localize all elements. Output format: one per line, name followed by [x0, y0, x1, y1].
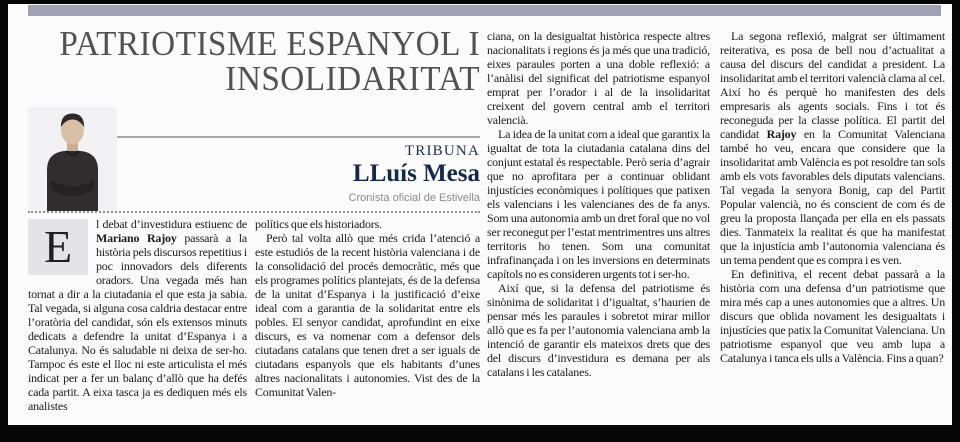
masthead-bar [28, 5, 941, 16]
article-column-4 [720, 29, 945, 421]
article-paragraph: E l debat d’investidura estiuenc de Mariano Rajoy passarà a la història pels discursos repetitius i poc innovadors dels diferents oradors. Una vegada més han tornat a dir a la ciutadania el que esta ja sabia. Tal vegada, si alguna cosa caldria destacar entre l’oratòria del candidat, són els extensos minuts dedicats a defendre la unitat d’Espanya i a Catalunya. No és saludable ni deixa de ser-ho. Tampoc és este el lloc ni este articulista el més indicat per a fer un balanç d’allò que ha defés cada partit. A eixa tasca ja es dediquen més els analistes [28, 217, 247, 413]
article-column-2 [255, 217, 480, 419]
article-paragraph: ciana, on la desigualtat històrica respecte altres nacionalitats i regions és ja més que una tradició, eixes paraules porten a una doble reflexió: a l’anàlisi del significat del patriotisme espanyol emprat per l’orador i al de la insolidaritat creixent del govern central amb el territori valencià. [487, 29, 710, 127]
article-paragraph: Però tal volta allò que més crida l’atenció a este estudiós de la recent història valenciana i de la consolidació del procés democràtic, més que els programes polítics plantejats, és de la defensa de la unitat d’Espanya i la justificació d’eixe ideal com a garantia de la solidaritat entre els pobles. El senyor candidat, aprofundint en eixe discurs, es va nomenar com a defensor dels ciutadans catalans que tenen dret a ser iguals de ciutadans espanyols que els habitants d’unes altres nacionalitats i autonomies. Vist des de la Comunitat Valen- [255, 231, 480, 399]
newspaper-page [8, 4, 952, 425]
author-name: LLuís Mesa [352, 160, 480, 187]
dotted-rule [28, 211, 480, 213]
article-paragraph: La idea de la unitat com a ideal que garantix la igualtat de tota la ciutadania catalana dins del conjunt estatal és respectable. Però seria d’agrair que no aprofitara per a continuar oblidant injustícies econòmiques i polítiques que patixen els valencians i les valencianes des de fa anys. Som una autonomia amb un dret foral que no vol ser reconegut per l’estat mentrimentres uns altres territoris ho tenen. Som una comunitat infrafinançada i on les inversions en determinats capítols no es consideren urgents tot i ser-ho. [487, 127, 710, 281]
author-portrait-image [28, 107, 117, 211]
article-column-3 [487, 29, 710, 421]
article-column-1 [28, 217, 247, 419]
article-paragraph: La segona reflexió, malgrat ser últimament reiterativa, es posa de bell nou d’actualitat a causa del discurs del candidat a president. La insolidaritat amb el territori valencià clama al cel. Així ho és perquè ho manifesten des dels empresaris als agents socials. Fins i tot és reconeguda per la classe política. El partit del candidat Rajoy en la Comunitat Valenciana també ho veu, encara que considere que la insolidaritat amb València es pot resoldre tan sols amb els vots favorables dels diputats valencians. Tal vegada la senyora Bonig, cap del Partit Popular valencià, no és conscient de com és de greu la proposta llançada per ella en els passats dies. Tanmateix la realitat és que ha manifestat que la injustícia amb l’autonomia valenciana és un tema pendent que es compra i es ven. [720, 29, 945, 267]
author-photo [28, 107, 117, 211]
headline-line-2: INSOLIDARITAT [225, 59, 480, 98]
headline-line-1: PATRIOTISME ESPANYOL I [59, 24, 480, 63]
drop-cap: E [28, 219, 88, 275]
article-paragraph: polítics que els historiadors. [255, 217, 382, 231]
author-role: Cronista oficial de Estivella [348, 192, 480, 204]
section-kicker: TRIBUNA [404, 143, 480, 159]
article-headline [49, 26, 480, 96]
article-paragraph: Així que, si la defensa del patriotisme és sinònima de solidaritat i d’igualtat, s’haurien de pensar més les paraules i sobretot mirar millor allò que es fa per l’autonomia valenciana amb la intenció de garantir els mateixos drets que des del discurs d’investidura es demana per als catalans i les catalanes. [487, 281, 710, 379]
article-paragraph: En definitiva, el recent debat passarà a la història com una defensa d’un patriotisme que mira més cap a unes autonomies que a altres. Un discurs que oblida novament les desigualtats i injustícies que patix la Comunitat Valenciana. Un patriotisme espanyol que veu amb lupa a Catalunya i tanca els ulls a València. Fins a quan? [720, 267, 945, 365]
byline-block [248, 143, 480, 204]
